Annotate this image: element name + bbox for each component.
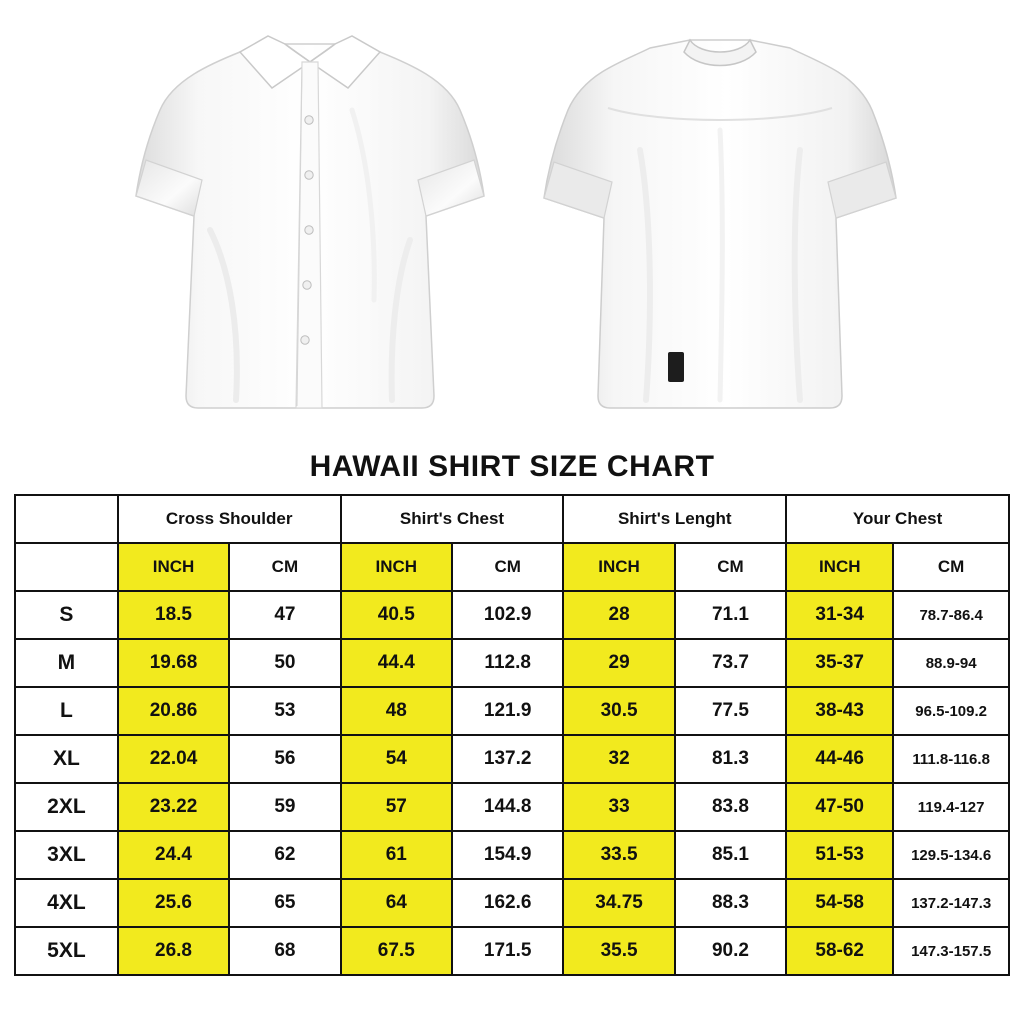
row-cs-cm: 56 <box>229 735 340 783</box>
row-length-cm: 88.3 <box>675 879 786 927</box>
size-chart-body <box>15 591 1009 975</box>
row-chest-inch: 54 <box>341 735 452 783</box>
row-length-inch: 34.75 <box>563 879 674 927</box>
shirt-back-image <box>500 0 940 448</box>
row-length-cm: 81.3 <box>675 735 786 783</box>
row-chest-cm: 171.5 <box>452 927 563 975</box>
row-cs-cm: 53 <box>229 687 340 735</box>
table-row <box>15 927 1009 975</box>
row-cs-cm: 65 <box>229 879 340 927</box>
group-header-cross-shoulder: Cross Shoulder <box>118 495 341 543</box>
row-chest-cm: 144.8 <box>452 783 563 831</box>
unit-header-cs-cm: CM <box>229 543 340 591</box>
row-cs-inch: 26.8 <box>118 927 229 975</box>
row-cs-inch: 18.5 <box>118 591 229 639</box>
row-cs-inch: 23.22 <box>118 783 229 831</box>
row-size: XL <box>15 735 118 783</box>
row-cs-cm: 62 <box>229 831 340 879</box>
row-yourchest-inch: 51-53 <box>786 831 893 879</box>
table-row <box>15 639 1009 687</box>
page-title: HAWAII SHIRT SIZE CHART <box>309 450 715 483</box>
row-size: S <box>15 591 118 639</box>
row-length-inch: 29 <box>563 639 674 687</box>
unit-header-chest-cm: CM <box>452 543 563 591</box>
row-length-cm: 73.7 <box>675 639 786 687</box>
row-chest-inch: 44.4 <box>341 639 452 687</box>
row-size: 2XL <box>15 783 118 831</box>
product-images <box>0 0 1024 448</box>
row-chest-inch: 61 <box>341 831 452 879</box>
row-length-cm: 77.5 <box>675 687 786 735</box>
row-cs-inch: 22.04 <box>118 735 229 783</box>
row-length-cm: 83.8 <box>675 783 786 831</box>
row-yourchest-cm: 147.3-157.5 <box>893 927 1009 975</box>
group-header-row <box>15 495 1009 543</box>
row-yourchest-inch: 31-34 <box>786 591 893 639</box>
row-size: 3XL <box>15 831 118 879</box>
row-yourchest-inch: 54-58 <box>786 879 893 927</box>
row-length-inch: 33 <box>563 783 674 831</box>
row-yourchest-inch: 58-62 <box>786 927 893 975</box>
row-size: M <box>15 639 118 687</box>
unit-header-length-inch: INCH <box>563 543 674 591</box>
group-header-your-chest: Your Chest <box>786 495 1009 543</box>
row-cs-cm: 47 <box>229 591 340 639</box>
row-chest-cm: 154.9 <box>452 831 563 879</box>
row-cs-cm: 50 <box>229 639 340 687</box>
row-cs-cm: 59 <box>229 783 340 831</box>
row-cs-inch: 24.4 <box>118 831 229 879</box>
row-yourchest-cm: 129.5-134.6 <box>893 831 1009 879</box>
table-row <box>15 783 1009 831</box>
row-yourchest-inch: 44-46 <box>786 735 893 783</box>
group-header-shirts-chest: Shirt's Chest <box>341 495 564 543</box>
size-chart-table <box>14 494 1010 976</box>
row-chest-inch: 48 <box>341 687 452 735</box>
unit-header-yourchest-cm: CM <box>893 543 1009 591</box>
group-header-shirts-lenght: Shirt's Lenght <box>563 495 786 543</box>
row-yourchest-inch: 38-43 <box>786 687 893 735</box>
unit-header-yourchest-inch: INCH <box>786 543 893 591</box>
row-length-inch: 35.5 <box>563 927 674 975</box>
row-chest-cm: 137.2 <box>452 735 563 783</box>
row-size: L <box>15 687 118 735</box>
row-length-inch: 28 <box>563 591 674 639</box>
row-yourchest-cm: 119.4-127 <box>893 783 1009 831</box>
row-chest-inch: 57 <box>341 783 452 831</box>
row-length-cm: 90.2 <box>675 927 786 975</box>
row-chest-cm: 121.9 <box>452 687 563 735</box>
table-row <box>15 687 1009 735</box>
row-chest-inch: 64 <box>341 879 452 927</box>
row-size: 4XL <box>15 879 118 927</box>
row-yourchest-cm: 78.7-86.4 <box>893 591 1009 639</box>
row-size: 5XL <box>15 927 118 975</box>
row-length-inch: 33.5 <box>563 831 674 879</box>
shirt-front-image <box>90 0 530 448</box>
row-cs-cm: 68 <box>229 927 340 975</box>
row-chest-inch: 67.5 <box>341 927 452 975</box>
table-row <box>15 735 1009 783</box>
row-chest-cm: 112.8 <box>452 639 563 687</box>
row-cs-inch: 19.68 <box>118 639 229 687</box>
row-yourchest-cm: 137.2-147.3 <box>893 879 1009 927</box>
row-yourchest-cm: 96.5-109.2 <box>893 687 1009 735</box>
row-yourchest-cm: 111.8-116.8 <box>893 735 1009 783</box>
row-length-inch: 32 <box>563 735 674 783</box>
row-chest-cm: 102.9 <box>452 591 563 639</box>
row-yourchest-inch: 35-37 <box>786 639 893 687</box>
row-yourchest-inch: 47-50 <box>786 783 893 831</box>
unit-header-chest-inch: INCH <box>341 543 452 591</box>
row-cs-inch: 20.86 <box>118 687 229 735</box>
row-length-cm: 71.1 <box>675 591 786 639</box>
row-chest-cm: 162.6 <box>452 879 563 927</box>
row-length-inch: 30.5 <box>563 687 674 735</box>
row-yourchest-cm: 88.9-94 <box>893 639 1009 687</box>
unit-header-cs-inch: INCH <box>118 543 229 591</box>
unit-header-empty <box>15 543 118 591</box>
unit-header-length-cm: CM <box>675 543 786 591</box>
row-chest-inch: 40.5 <box>341 591 452 639</box>
row-length-cm: 85.1 <box>675 831 786 879</box>
table-row <box>15 831 1009 879</box>
unit-header-row <box>15 543 1009 591</box>
table-row <box>15 591 1009 639</box>
size-chart-table-zone <box>0 494 1024 984</box>
table-row <box>15 879 1009 927</box>
group-header-empty <box>15 495 118 543</box>
row-cs-inch: 25.6 <box>118 879 229 927</box>
